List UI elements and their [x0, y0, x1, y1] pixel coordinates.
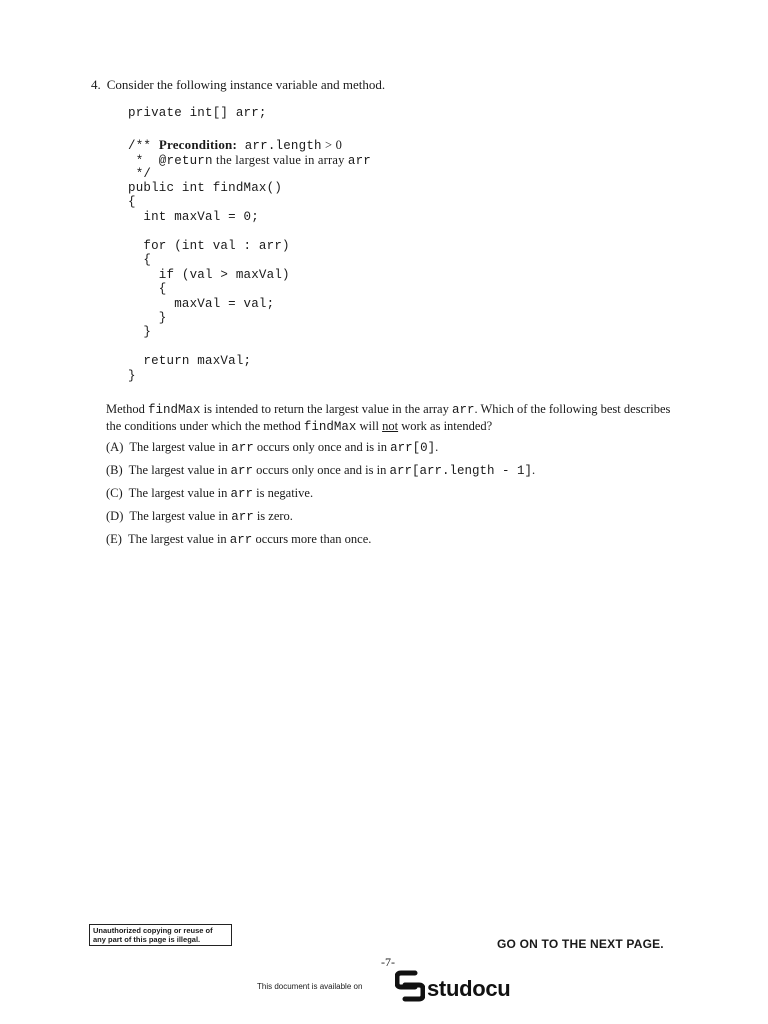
code-line: */	[128, 167, 152, 181]
notice-line: any part of this page is illegal.	[93, 935, 201, 944]
question-paragraph	[106, 401, 686, 435]
code-comment-return	[128, 153, 371, 168]
code-text: arr[0]	[390, 441, 436, 455]
code-text: arr.length	[237, 139, 322, 153]
code-text: arr	[347, 154, 372, 168]
code-line: int maxVal = 0;	[128, 210, 259, 224]
code-text: findMax	[303, 420, 357, 434]
studocu-logo-icon	[395, 970, 425, 1007]
availability-text: This document is available on	[257, 982, 363, 991]
underlined-word: not	[382, 419, 399, 433]
code-text: /**	[128, 139, 159, 153]
choice-letter: (C)	[106, 486, 123, 500]
choice-text: The largest value in	[128, 486, 231, 500]
question-prompt: Consider the following instance variable and method.	[106, 77, 386, 92]
question-heading	[91, 77, 385, 93]
choice-text: occurs more than once.	[252, 532, 372, 546]
precondition-label: Precondition:	[158, 137, 238, 152]
code-line: }	[128, 325, 152, 339]
code-text: arr[arr.length - 1]	[389, 464, 532, 478]
code-line: {	[128, 282, 167, 296]
choice-letter: (D)	[106, 509, 124, 523]
choice-text: The largest value in	[129, 440, 232, 454]
choice-text: .	[531, 463, 536, 477]
code-text: > 0	[321, 138, 343, 152]
answer-choice-d	[106, 509, 293, 524]
answer-choice-a	[106, 440, 438, 455]
choice-letter: (E)	[106, 532, 122, 546]
choice-text: The largest value in	[128, 463, 231, 477]
code-text: arr	[231, 441, 254, 455]
code-line: for (int val : arr)	[128, 239, 290, 253]
paragraph-text: will	[356, 419, 383, 433]
choice-text: The largest value in	[129, 509, 232, 523]
code-line: }	[128, 311, 167, 325]
answer-choice-b	[106, 463, 535, 478]
code-text: findMax	[148, 403, 201, 417]
paragraph-text: Method	[106, 402, 149, 416]
code-text: arr	[229, 533, 253, 547]
brand-name: studocu	[427, 975, 511, 1001]
copyright-notice	[89, 924, 232, 946]
code-text: arr	[230, 464, 254, 478]
choice-letter: (B)	[106, 463, 123, 477]
code-text: * @return	[128, 154, 213, 168]
choice-text: The largest value in	[127, 532, 230, 546]
page-number: -7-	[381, 955, 395, 969]
answer-choice-e	[106, 532, 371, 547]
code-text: arr	[231, 510, 254, 524]
code-line: {	[128, 253, 152, 267]
choice-text: .	[435, 440, 439, 454]
paragraph-text: is intended to return the largest value in the array	[200, 402, 452, 416]
code-line: if (val > maxVal)	[128, 268, 290, 282]
choice-text: is zero.	[253, 509, 293, 523]
choice-letter: (A)	[106, 440, 124, 454]
code-line: return maxVal;	[128, 354, 252, 368]
choice-text: occurs only once and is in	[253, 463, 390, 477]
paragraph-text: work as intended?	[398, 419, 493, 433]
code-line: public int findMax()	[128, 181, 283, 195]
code-line: private int[] arr;	[128, 106, 267, 120]
code-text: arr	[230, 487, 254, 501]
code-text: the largest value in array	[212, 153, 348, 167]
go-on-notice: GO ON TO THE NEXT PAGE.	[497, 937, 664, 951]
notice-line: Unauthorized copying or reuse of	[93, 926, 213, 935]
code-line: {	[128, 195, 136, 209]
code-line: }	[128, 369, 136, 383]
code-text: arr	[451, 403, 475, 417]
code-comment-precondition	[128, 137, 342, 153]
code-line: maxVal = val;	[128, 297, 275, 311]
question-number: 4.	[91, 77, 101, 92]
choice-text: occurs only once and is in	[253, 440, 391, 454]
answer-choice-c	[106, 486, 313, 501]
paragraph-text: . Which of the following best describes the conditions under which the method	[106, 402, 671, 433]
studocu-logo[interactable]	[395, 970, 510, 1007]
choice-text: is negative.	[253, 486, 314, 500]
